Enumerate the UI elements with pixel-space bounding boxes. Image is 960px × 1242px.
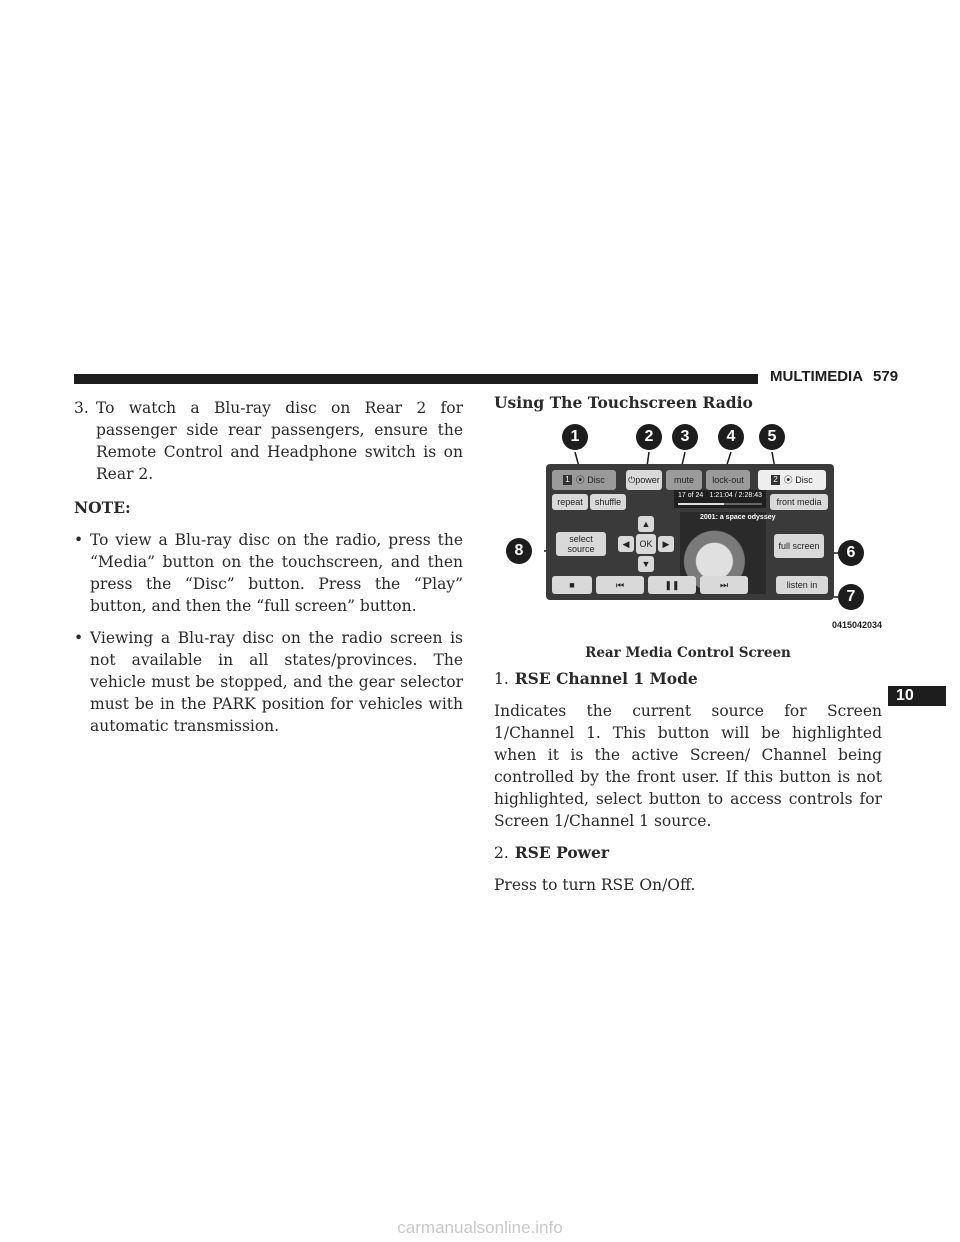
progress-bar: [678, 503, 762, 505]
channel-2-tag: 2: [773, 475, 778, 484]
rse-channel-2-button[interactable]: [758, 470, 826, 490]
callout-6: 6: [838, 540, 864, 566]
down-arrow-button[interactable]: ▼: [638, 556, 654, 572]
stop-button[interactable]: ■: [552, 576, 592, 594]
bullet-text: To view a Blu-ray disc on the radio, press the “Media” button on the touchscreen, and then press the “Disc” button. Press the “Play” button, and then the “full screen” button.: [90, 531, 463, 615]
item-2-body: Press to turn RSE On/Off.: [494, 876, 696, 894]
step-3: [74, 397, 463, 485]
shuffle-button[interactable]: shuffle: [590, 494, 626, 510]
next-button[interactable]: ⏭: [700, 576, 748, 594]
bullet-symbol: •: [74, 531, 84, 549]
callout-2: 2: [636, 424, 662, 450]
step-number: 3.: [74, 399, 89, 417]
previous-button[interactable]: ⏮: [596, 576, 644, 594]
rse-power-button[interactable]: ⏻power: [626, 470, 662, 490]
item-title-text: RSE Power: [514, 843, 610, 862]
bullet-text: Viewing a Blu-ray disc on the radio screen is not available in all states/provinces. The vehicle must be stopped, and the gear selector must be in the PARK position for vehicles with automatic transmission.: [90, 629, 463, 735]
listen-in-button[interactable]: listen in: [776, 576, 828, 594]
item-2-title: [494, 842, 882, 864]
section-title: Using The Touchscreen Radio: [494, 393, 753, 412]
track-time: 1:21:04 / 2:28:43: [709, 492, 762, 499]
note-bullet-2: [74, 627, 463, 737]
left-column: [74, 397, 463, 737]
channel-1-tag: 1: [565, 475, 570, 484]
right-column: [494, 668, 882, 896]
mute-button[interactable]: mute: [666, 470, 702, 490]
full-screen-button[interactable]: full screen: [774, 534, 824, 558]
movie-title: 2001: a space odyssey: [700, 514, 776, 521]
callout-4: 4: [718, 424, 744, 450]
watermark: carmanualsonline.info: [397, 1218, 563, 1237]
item-1-body: Indicates the current source for Screen 1/Channel 1. This button will be highlighted when it is the active Screen/ Channel being controlled by the front user. If this button is not highlighted, select button to access controls for Screen 1/Channel 1 source.: [494, 702, 882, 830]
channel-2-label: ⦿ Disc: [783, 475, 813, 485]
rear-media-control-figure: [506, 416, 882, 636]
header-rule: [74, 374, 758, 384]
track-progress: [674, 490, 766, 508]
chapter-tab: 10: [888, 686, 946, 706]
right-arrow-button[interactable]: ▶: [658, 536, 674, 552]
front-media-button[interactable]: front media: [770, 494, 828, 510]
touchscreen: [546, 464, 834, 600]
left-arrow-button[interactable]: ◀: [618, 536, 634, 552]
progress-fill: [678, 503, 724, 505]
rse-channel-1-button[interactable]: [552, 470, 616, 490]
item-number: 1.: [494, 670, 509, 688]
up-arrow-button[interactable]: ▲: [638, 516, 654, 532]
repeat-button[interactable]: repeat: [552, 494, 588, 510]
item-title-text: RSE Channel 1 Mode: [514, 669, 698, 688]
note-bullet-1: [74, 529, 463, 617]
note-label: NOTE:: [74, 498, 131, 517]
callout-3: 3: [672, 424, 698, 450]
page-number: 579: [873, 368, 899, 385]
item-number: 2.: [494, 844, 509, 862]
callout-8: 8: [506, 538, 532, 564]
track-count: 17 of 24: [678, 492, 704, 499]
callout-1: 1: [562, 424, 588, 450]
lock-out-button[interactable]: lock-out: [706, 470, 750, 490]
pause-button[interactable]: ❚❚: [648, 576, 696, 594]
item-1-title: [494, 668, 882, 690]
ok-button[interactable]: OK: [636, 534, 656, 554]
select-source-button[interactable]: select source: [556, 532, 606, 556]
callout-5: 5: [759, 424, 785, 450]
figure-caption: Rear Media Control Screen: [585, 645, 791, 661]
step-text: To watch a Blu-ray disc on Rear 2 for passenger side rear passengers, ensure the Remote Control and Headphone switch is on Rear 2.: [96, 399, 463, 483]
channel-1-label: ⦿ Disc: [575, 475, 605, 485]
running-header: [770, 368, 898, 385]
callout-7: 7: [838, 584, 864, 610]
bullet-symbol: •: [74, 629, 84, 647]
section-name: MULTIMEDIA: [770, 368, 864, 385]
figure-code: 0415042034: [831, 620, 882, 630]
